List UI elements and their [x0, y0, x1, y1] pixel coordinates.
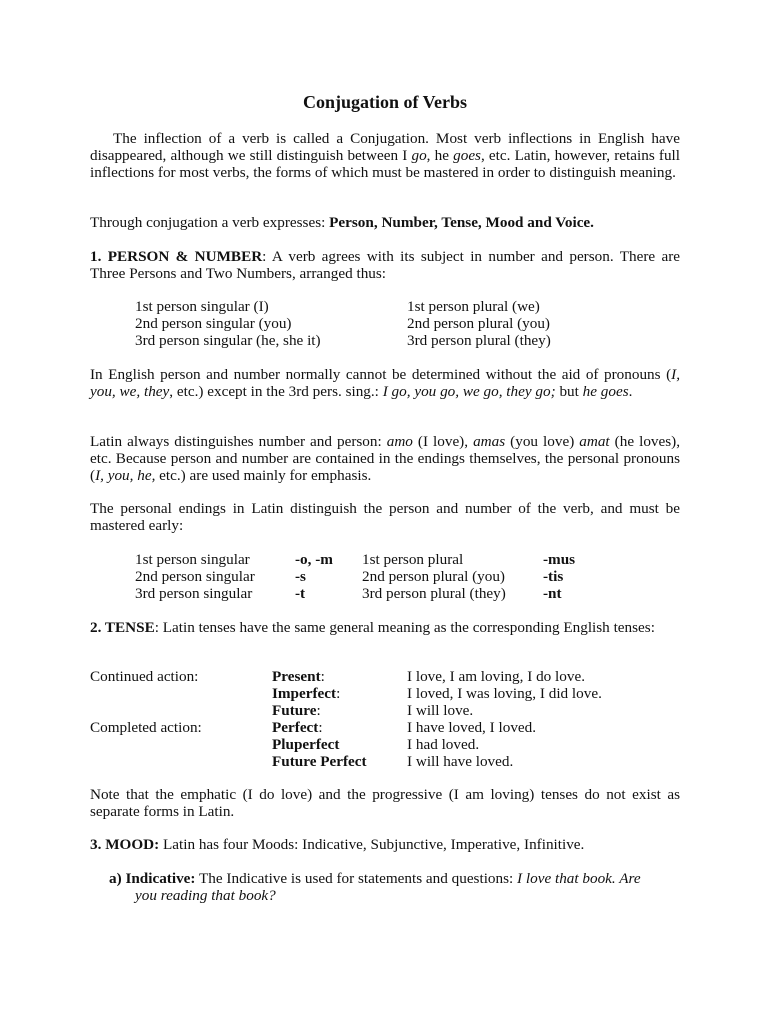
mood-paragraph: 3. MOOD: Latin has four Moods: Indicative, Subjunctive, Imperative, Infinitive. [90, 836, 585, 853]
tense-paragraph: 2. TENSE: Latin tenses have the same general meaning as the corresponding English tenses: [90, 619, 655, 636]
endings-intro-paragraph: The personal endings in Latin distinguish the person and number of the verb, and must be mastered early: [90, 500, 680, 534]
page-title: Conjugation of Verbs [302, 92, 468, 112]
latin-paragraph: Latin always distinguishes number and person: amo (I love), amas (you love) amat (he loves), etc. Because person and number are contained in the endings themselves, the personal pronouns (I, you, he, etc.) are used mainly for emphasis. [90, 433, 681, 484]
person-number-heading: 1. PERSON & NUMBER [90, 248, 263, 265]
through-paragraph: Through conjugation a verb expresses: Person, Number, Tense, Mood and Voice. [90, 214, 594, 231]
tense-heading: 2. TENSE [90, 619, 155, 636]
english-paragraph: In English person and number normally cannot be determined without the aid of pronouns (I, you, we, they, etc.) except in the 3rd pers. sing.: I go, you go, we go, they go; but he goes. [90, 366, 680, 400]
intro-paragraph: The inflection of a verb is called a Conjugation. Most verb inflections in English have disappeared, although we still distinguish between I go, he goes, etc. Latin, however, retains full inflections for most verbs, the forms of which must be mastered in order to distinguish meaning. [90, 130, 680, 181]
mood-heading: 3. MOOD: [90, 836, 160, 853]
note-paragraph: Note that the emphatic (I do love) and the progressive (I am loving) tenses do not exist as separate forms in Latin. [90, 786, 680, 820]
indicative-heading: a) Indicative: [109, 870, 196, 887]
person-number-paragraph: 1. PERSON & NUMBER: A verb agrees with its subject in number and person. There are Three Persons and Two Numbers, arranged thus: [90, 248, 680, 282]
